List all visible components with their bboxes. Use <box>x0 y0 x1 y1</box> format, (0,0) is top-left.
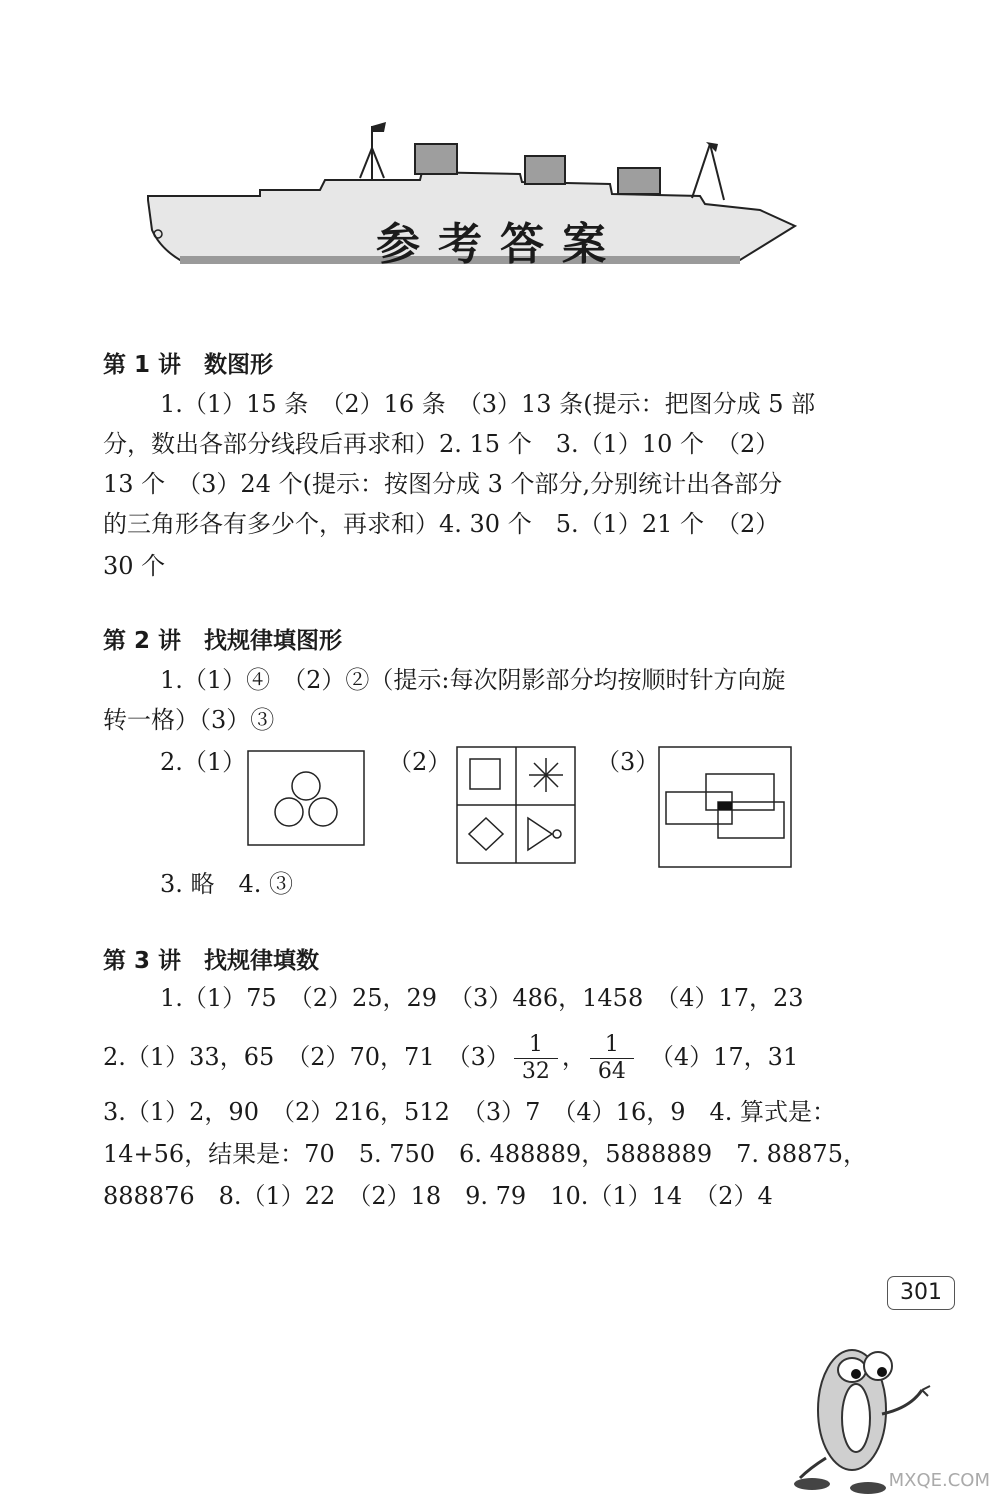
section-3-heading: 第 3 讲 找规律填数 <box>103 948 320 974</box>
section-2-heading: 第 2 讲 找规律填图形 <box>103 628 343 654</box>
text-line-with-fractions <box>103 1032 873 1085</box>
text-segment: （4）17，31 <box>661 1043 799 1071</box>
fraction-numerator: 1 <box>514 1032 558 1059</box>
q2-label-3: （3） <box>596 748 660 776</box>
text-line: 888876 8.（1）22 （2）18 9. 79 10.（1）14 （2）4 <box>103 1182 773 1210</box>
figure-grid-shapes <box>456 746 576 864</box>
section-1-heading: 第 1 讲 数图形 <box>103 352 274 378</box>
fraction <box>590 1032 634 1085</box>
text-segment: 2.（1）33，65 （2）70，71 （3） <box>103 1043 510 1071</box>
text-line: 13 个 （3）24 个(提示：按图分成 3 个部分,分别统计出各部分 <box>103 470 783 498</box>
page-title: 参考答案 <box>376 219 624 270</box>
text-line: 分，数出各部分线段后再求和）2. 15 个 3.（1）10 个 （2） <box>103 430 780 458</box>
text-line: 14+56，结果是：70 5. 750 6. 488889，5888889 7. 88875， <box>103 1140 867 1168</box>
fraction-denominator: 64 <box>597 1059 626 1084</box>
figure-three-circles <box>247 750 365 846</box>
q2-label-2: （2） <box>388 748 452 776</box>
text-line: 30 个 <box>103 552 166 580</box>
fraction-denominator: 32 <box>521 1059 550 1084</box>
fraction <box>514 1032 558 1085</box>
figure-overlapping-rectangles <box>658 746 792 868</box>
fraction-numerator: 1 <box>590 1032 634 1059</box>
text-line: 转一格）（3）③ <box>103 706 275 734</box>
comma: ， <box>561 1043 586 1071</box>
q2-label-1: 2.（1） <box>160 748 247 776</box>
text-line: 1.（1）④ （2）②（提示:每次阴影部分均按顺时针方向旋 <box>160 666 786 694</box>
watermark: MXQE.COM <box>888 1470 990 1491</box>
text-line: 的三角形各有多少个，再求和）4. 30 个 5.（1）21 个 （2） <box>103 510 780 538</box>
text-line: 3. 略 4. ③ <box>160 870 294 898</box>
page-number: 301 <box>887 1276 955 1310</box>
text-line: 1.（1）15 条 （2）16 条 （3）13 条(提示：把图分成 5 部 <box>160 390 816 418</box>
text-line: 1.（1）75 （2）25，29 （3）486，1458 （4）17，23 <box>160 984 804 1012</box>
text-line: 3.（1）2，90 （2）216，512 （3）7 （4）16，9 4. 算式是： <box>103 1098 837 1126</box>
